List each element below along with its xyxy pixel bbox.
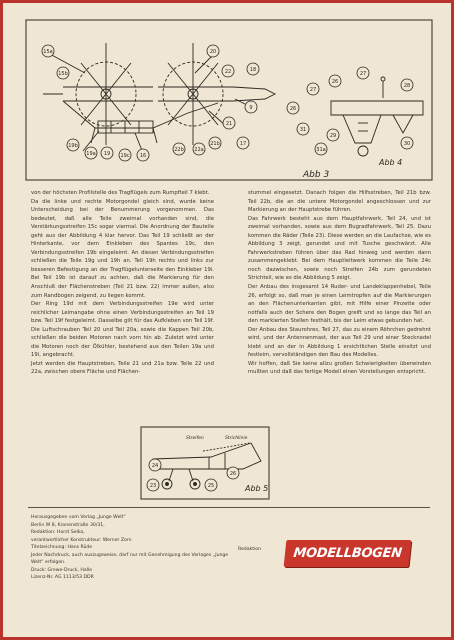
part-number-label: 27	[359, 71, 367, 77]
imprint-line: Lizenz-Nr. AG 1113/53 DDR	[31, 575, 94, 581]
fig4-part-numbers	[327, 67, 413, 149]
paragraph: Die Luftschrauben Teil 20 und Teil 20a, sowie die Kappen Teil 20b, schließen die beiden Motoren nach vorn hin ab. Zuletzt wird unter die Motoren noch der Ölkühler, bestehend aus den Teilen 19a und 19i, angebracht.	[31, 326, 214, 359]
paragraph: Der Ring 19d mit dem Verbindungsstreifen 19e wird unter reichlicher Leimangabe ohne einen Verbindungsstreifen an Teil 19 bzw. Teil 19f festgeleimt. Dasselbe gilt für das Aufkleben von Teil 19f.	[31, 301, 214, 325]
text-column-left	[31, 189, 214, 377]
editorial-signature: Redaktion	[238, 547, 262, 552]
part-number-label: 29	[329, 133, 337, 139]
part-number-label: 30	[403, 141, 411, 147]
part-number-label: 20	[209, 49, 217, 55]
part-number-label: 26	[331, 79, 339, 85]
part-number-label: 24	[151, 463, 159, 469]
part-number-label: 26	[229, 471, 237, 477]
part-number-label: 17	[239, 141, 247, 147]
paragraph: Jetzt werden die Hauptstreben, Teile 21 und 21a bzw. Teile 22 und 22a, zwischen obere Fläche und Flächen-	[31, 360, 214, 376]
paragraph: Da die linke und rechte Motorgondel gleich sind, wurde keine Unterscheidung bei der Benummerung vorgenommen. Das bedeutet, daß alle Teile zweimal vorhanden sind, die Verstärkungsstreifen 15c sogar viermal. Die Anordnung der Bauteile geht aus der Abbildung 4 klar hervor. Das Teil 19 schließt an der Hinterkante, vor dem Einkleben des Spantes 19c, den Verbindungsstreifen 19b eingeleimt. An diesen Verbindungsstreifen schließen die Teile 19g und 19h an. Teil 19h rechts und links zur besseren Befestigung an der Tragflügelunterseite den Einkleber 19i. Bei Teil 19b ist darauf zu achten, daß die Markierung für den Anschluß der Flächenstreben (Teil 21 bzw. 22) immer außen, also zum Randbogen zeigend, zu liegen kommt.	[31, 198, 214, 299]
part-number-label: 21b	[210, 141, 220, 147]
fig3-fuselage-nose	[233, 87, 275, 101]
part-number-label: 9	[249, 105, 253, 111]
part-number-label: 22a	[194, 147, 204, 153]
paragraph: von der höchsten Profilstelle des Tragflügels zum Rumpfteil 7 klebt.	[31, 190, 210, 196]
part-number-label: 19b	[68, 143, 78, 149]
part-number-label: 27	[309, 87, 317, 93]
text-column-right	[248, 189, 431, 377]
imprint-line: Herausgegeben vom Verlag „Junge Welt“	[31, 515, 126, 520]
fig3-right-nacelle	[158, 43, 233, 145]
fig3-caption: Abb 3	[303, 170, 330, 180]
imprint-line: Berlin W 8, Kronenstraße 30/31,	[31, 522, 105, 528]
fig3-part-numbers	[42, 45, 327, 161]
page	[3, 3, 451, 637]
fig5-annotation-streifen: Streifen	[186, 436, 204, 441]
imprint-line: Redaktion: Horst Selka,	[31, 530, 85, 536]
part-number-label: 19c	[120, 153, 130, 159]
imprint-line: Jeder Nachdruck, auch auszugsweise, darf nur mit Genehmigung des Verlages „Junge Welt“ erfolgen.	[31, 552, 229, 566]
part-number-label: 16	[139, 153, 147, 159]
imprint-line: Druck: Grewe-Druck, Halle	[31, 567, 93, 573]
part-number-label: 19	[103, 151, 111, 157]
fig5-annotation-strichlinie: Strichlinie	[225, 436, 248, 441]
part-number-label: 22	[224, 69, 232, 75]
fig5-caption: Abb 5	[245, 484, 269, 493]
imprint-line: verantwortlicher Konstrukteur: Werner Zorn	[31, 537, 132, 543]
part-number-label: 31a	[316, 147, 326, 153]
paragraph: stummel eingesetzt. Danach folgen die Hilfsstreben, Teil 21b bzw. Teil 22b, die an die untere Motorgondel angeschlossen und zur Markierung an der Hauptstrebe führen.	[248, 190, 431, 214]
fig4-caption: Abb 4	[379, 158, 403, 167]
paragraph: Der Anbau des insgesamt 14 Ruder- und Landeklappenhebel, Teile 26, erfolgt so, daß man je einen Leimtropfen auf die Markierungen an den Flächenunterkanten gibt, mit Hilfe einer Pinzette oder notfalls auch der Schere den Bogen greift und so lange das Teil an den markierten Stellen festhält, bis der Leim etwas gebunden hat.	[248, 284, 431, 325]
part-number-label: 19a	[86, 151, 96, 157]
part-number-label: 15a	[43, 49, 53, 55]
part-number-label: 23	[149, 483, 157, 489]
modellbogen-logo: MODELLBOGEN	[284, 540, 412, 567]
paragraph: Der Anbau des Staurohres, Teil 27, das zu einem Röhrchen gedrehnt wird, und der Antennenmast, der aus Teil 29 und einer Stecknadel klebt und an der in Abbildung 1 ersichtlichen Stelle einsitzt und festleim, vervollständigen den Bau des Modelles.	[248, 326, 431, 359]
part-number-label: 31	[299, 127, 307, 133]
imprint	[31, 514, 231, 582]
part-number-label: 18	[249, 67, 257, 73]
part-number-label: 15b	[58, 71, 68, 77]
part-number-label: 21	[225, 121, 233, 127]
imprint-line: Titelzeichnung: Hans Rüde	[31, 545, 93, 551]
part-number-label: 28	[403, 83, 411, 89]
paragraph: Wir hoffen, daß Sie keine allzu großen Schwierigkeiten überwinden mußten und daß das fertige Modell einen Vorstellungen entspricht.	[248, 360, 431, 376]
part-number-label: 26	[289, 106, 297, 112]
part-number-label: 22b	[174, 147, 184, 153]
paragraph: Das Fahrwerk besteht aus dem Hauptfahrwerk, Teil 24, und ist zweimal vorhanden, sowie aus dem Bugradfahrwerk, Teil 25. Dazu kommen die Räder (Teile 23). Diese werden an die Laufachse, wie es Abbildung 3 zeigt, gerundet und mit Tusche geschwärzt. Alle Fahrwerkstreben führen über das Rad hinweg und werden dann zusammengeklebt. Bei dem Hauptleitwerk kommen die Teile 24c noch dazwischen, sowie noch Streifen 24b zum gerundeten Strichteil, wie es die Abbildung 5 zeigt.	[248, 215, 431, 282]
part-number-label: 25	[207, 483, 215, 489]
fig3-left-nacelle	[63, 43, 153, 145]
footer-divider	[28, 507, 430, 508]
